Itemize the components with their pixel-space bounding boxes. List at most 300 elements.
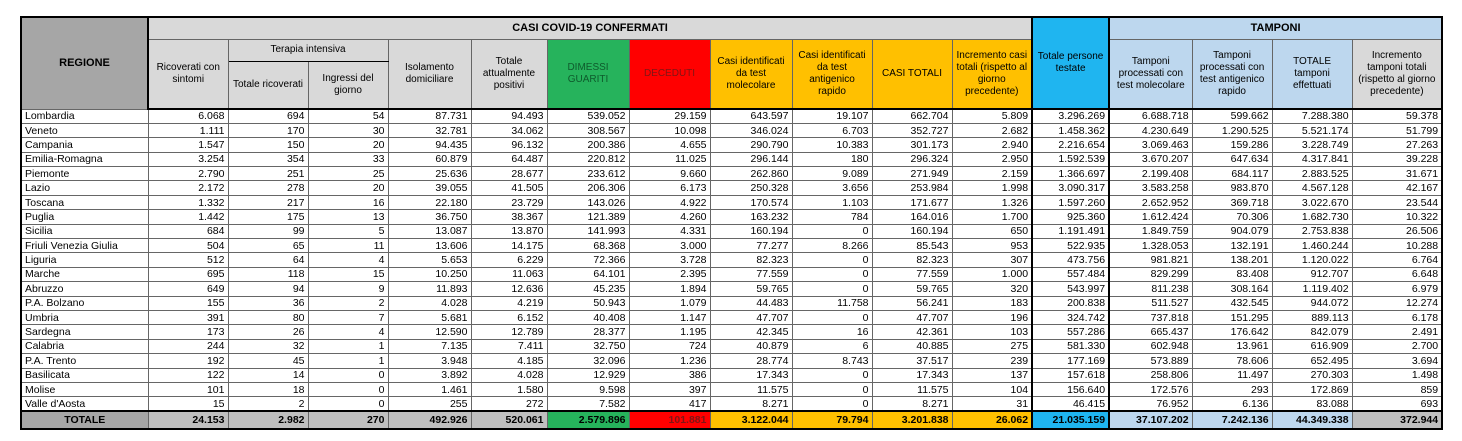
value-cell: 15 (308, 267, 388, 281)
value-cell: 13.087 (388, 224, 471, 238)
value-cell: 2.159 (952, 167, 1032, 181)
value-cell: 29.159 (629, 109, 710, 123)
total-value-cell: 3.201.838 (872, 411, 952, 429)
total-value-cell: 372.944 (1352, 411, 1442, 429)
value-cell: 132.191 (1192, 239, 1272, 253)
value-cell: 1.103 (792, 195, 872, 209)
value-cell: 10.383 (792, 138, 872, 152)
value-cell: 1.682.730 (1272, 210, 1352, 224)
value-cell: 4.230.649 (1109, 123, 1192, 137)
value-cell: 6.178 (1352, 310, 1442, 324)
value-cell: 1.147 (629, 310, 710, 324)
value-cell: 1.120.022 (1272, 253, 1352, 267)
value-cell: 4.922 (629, 195, 710, 209)
total-value-cell: 79.794 (792, 411, 872, 429)
value-cell: 352.727 (872, 123, 952, 137)
value-cell: 0 (308, 368, 388, 382)
value-cell: 512 (148, 253, 228, 267)
value-cell: 6.979 (1352, 282, 1442, 296)
value-cell: 9.598 (547, 382, 629, 396)
value-cell: 1.326 (952, 195, 1032, 209)
value-cell: 262.860 (710, 167, 792, 181)
value-cell: 36.750 (388, 210, 471, 224)
value-cell: 157.618 (1032, 368, 1109, 382)
value-cell: 0 (308, 397, 388, 411)
table-row (21, 397, 1442, 411)
value-cell: 1.612.424 (1109, 210, 1192, 224)
table-row (21, 167, 1442, 181)
value-cell: 5.809 (952, 109, 1032, 123)
value-cell: 9.089 (792, 167, 872, 181)
value-cell: 196 (952, 310, 1032, 324)
region-cell: Liguria (21, 253, 148, 267)
value-cell: 1.290.525 (1192, 123, 1272, 137)
value-cell: 4.260 (629, 210, 710, 224)
value-cell: 9.660 (629, 167, 710, 181)
value-cell: 10.250 (388, 267, 471, 281)
value-cell: 38.367 (471, 210, 547, 224)
table-total-row (21, 411, 1442, 429)
value-cell: 59.765 (710, 282, 792, 296)
value-cell: 11.575 (710, 382, 792, 396)
col-header-casi-totali: CASI TOTALI (872, 39, 952, 109)
value-cell: 40.885 (872, 339, 952, 353)
region-cell: Campania (21, 138, 148, 152)
value-cell: 784 (792, 210, 872, 224)
value-cell: 163.232 (710, 210, 792, 224)
value-cell: 473.756 (1032, 253, 1109, 267)
value-cell: 643.597 (710, 109, 792, 123)
col-header-incremento-casi-totali: Incremento casi totali (rispetto al giorno precedente) (952, 39, 1032, 109)
value-cell: 11 (308, 239, 388, 253)
table-row (21, 253, 1442, 267)
value-cell: 137 (952, 368, 1032, 382)
value-cell: 176.642 (1192, 325, 1272, 339)
value-cell: 2.790 (148, 167, 228, 181)
group-header-terapia-intensiva: Terapia intensiva (228, 39, 388, 61)
region-cell: Lazio (21, 181, 148, 195)
total-value-cell: 21.035.159 (1032, 411, 1109, 429)
value-cell: 354 (228, 152, 308, 166)
value-cell: 17.343 (872, 368, 952, 382)
total-row (21, 411, 1442, 429)
region-cell: Piemonte (21, 167, 148, 181)
value-cell: 581.330 (1032, 339, 1109, 353)
value-cell: 83.408 (1192, 267, 1272, 281)
total-value-cell: 2.579.896 (547, 411, 629, 429)
region-cell: Toscana (21, 195, 148, 209)
value-cell: 616.909 (1272, 339, 1352, 353)
value-cell: 33 (308, 152, 388, 166)
value-cell: 6.229 (471, 253, 547, 267)
value-cell: 1.849.759 (1109, 224, 1192, 238)
value-cell: 1.547 (148, 138, 228, 152)
value-cell: 13.606 (388, 239, 471, 253)
value-cell: 308.164 (1192, 282, 1272, 296)
value-cell: 104 (952, 382, 1032, 396)
group-header-tamponi: TAMPONI (1109, 17, 1442, 39)
table-row (21, 282, 1442, 296)
value-cell: 14 (228, 368, 308, 382)
value-cell: 1.442 (148, 210, 228, 224)
value-cell: 251 (228, 167, 308, 181)
region-cell: Veneto (21, 123, 148, 137)
value-cell: 16 (792, 325, 872, 339)
value-cell: 13.870 (471, 224, 547, 238)
value-cell: 2.682 (952, 123, 1032, 137)
value-cell: 0 (792, 253, 872, 267)
value-cell: 4.567.128 (1272, 181, 1352, 195)
value-cell: 417 (629, 397, 710, 411)
value-cell: 192 (148, 354, 228, 368)
value-cell: 6.764 (1352, 253, 1442, 267)
value-cell: 77.277 (710, 239, 792, 253)
value-cell: 180 (792, 152, 872, 166)
value-cell: 28.677 (471, 167, 547, 181)
value-cell: 233.612 (547, 167, 629, 181)
value-cell: 1 (308, 339, 388, 353)
value-cell: 4.655 (629, 138, 710, 152)
value-cell: 151.295 (1192, 310, 1272, 324)
value-cell: 183 (952, 296, 1032, 310)
value-cell: 14.175 (471, 239, 547, 253)
value-cell: 3.656 (792, 181, 872, 195)
value-cell: 0 (792, 282, 872, 296)
value-cell: 83.088 (1272, 397, 1352, 411)
value-cell: 32 (228, 339, 308, 353)
col-header-incremento-tamponi: Incremento tamponi totali (rispetto al giorno precedente) (1352, 39, 1442, 109)
value-cell: 511.527 (1109, 296, 1192, 310)
value-cell: 34.062 (471, 123, 547, 137)
col-header-casi-test-antigenico: Casi identificati da test antigenico rapido (792, 39, 872, 109)
region-cell: Valle d'Aosta (21, 397, 148, 411)
value-cell: 296.144 (710, 152, 792, 166)
value-cell: 650 (952, 224, 1032, 238)
value-cell: 5.681 (388, 310, 471, 324)
value-cell: 1.191.491 (1032, 224, 1109, 238)
value-cell: 20 (308, 138, 388, 152)
value-cell: 539.052 (547, 109, 629, 123)
value-cell: 31 (952, 397, 1032, 411)
value-cell: 2 (228, 397, 308, 411)
table-header (21, 17, 1442, 109)
value-cell: 912.707 (1272, 267, 1352, 281)
value-cell: 10.288 (1352, 239, 1442, 253)
value-cell: 652.495 (1272, 354, 1352, 368)
value-cell: 3.694 (1352, 354, 1442, 368)
table-row (21, 138, 1442, 152)
region-cell: Umbria (21, 310, 148, 324)
value-cell: 301.173 (872, 138, 952, 152)
table-row (21, 325, 1442, 339)
value-cell: 1.460.244 (1272, 239, 1352, 253)
value-cell: 1.580 (471, 382, 547, 396)
value-cell: 7.411 (471, 339, 547, 353)
value-cell: 239 (952, 354, 1032, 368)
value-cell: 1.328.053 (1109, 239, 1192, 253)
col-header-totale-attualmente-positivi: Totale attualmente positivi (471, 39, 547, 109)
value-cell: 103 (952, 325, 1032, 339)
value-cell: 904.079 (1192, 224, 1272, 238)
value-cell: 684 (148, 224, 228, 238)
value-cell: 320 (952, 282, 1032, 296)
value-cell: 0 (792, 382, 872, 396)
value-cell: 13 (308, 210, 388, 224)
value-cell: 28.774 (710, 354, 792, 368)
value-cell: 206.306 (547, 181, 629, 195)
table-row (21, 354, 1442, 368)
table-row (21, 224, 1442, 238)
value-cell: 72.366 (547, 253, 629, 267)
value-cell: 1.236 (629, 354, 710, 368)
value-cell: 3.728 (629, 253, 710, 267)
value-cell: 1.498 (1352, 368, 1442, 382)
value-cell: 45.235 (547, 282, 629, 296)
table-row (21, 339, 1442, 353)
group-header-casi-confermati: CASI COVID-19 CONFERMATI (148, 17, 1032, 39)
value-cell: 3.000 (629, 239, 710, 253)
value-cell: 1.366.697 (1032, 167, 1109, 181)
value-cell: 3.296.269 (1032, 109, 1109, 123)
value-cell: 391 (148, 310, 228, 324)
value-cell: 7.582 (547, 397, 629, 411)
value-cell: 141.993 (547, 224, 629, 238)
value-cell: 25 (308, 167, 388, 181)
value-cell: 6.068 (148, 109, 228, 123)
value-cell: 101 (148, 382, 228, 396)
value-cell: 85.543 (872, 239, 952, 253)
value-cell: 2.199.408 (1109, 167, 1192, 181)
value-cell: 12.274 (1352, 296, 1442, 310)
value-cell: 1.461 (388, 382, 471, 396)
value-cell: 0 (792, 224, 872, 238)
value-cell: 28.377 (547, 325, 629, 339)
value-cell: 12.590 (388, 325, 471, 339)
value-cell: 9 (308, 282, 388, 296)
value-cell: 0 (792, 368, 872, 382)
value-cell: 23.544 (1352, 195, 1442, 209)
value-cell: 255 (388, 397, 471, 411)
value-cell: 20 (308, 181, 388, 195)
value-cell: 695 (148, 267, 228, 281)
value-cell: 59.765 (872, 282, 952, 296)
value-cell: 4.331 (629, 224, 710, 238)
value-cell: 3.254 (148, 152, 228, 166)
value-cell: 32.096 (547, 354, 629, 368)
value-cell: 6.703 (792, 123, 872, 137)
value-cell: 7.288.380 (1272, 109, 1352, 123)
value-cell: 77.559 (872, 267, 952, 281)
value-cell: 11.063 (471, 267, 547, 281)
value-cell: 293 (1192, 382, 1272, 396)
value-cell: 6.173 (629, 181, 710, 195)
total-value-cell: 492.926 (388, 411, 471, 429)
table-row (21, 296, 1442, 310)
value-cell: 50.943 (547, 296, 629, 310)
table-row (21, 210, 1442, 224)
value-cell: 842.079 (1272, 325, 1352, 339)
value-cell: 543.997 (1032, 282, 1109, 296)
value-cell: 5 (308, 224, 388, 238)
value-cell: 99 (228, 224, 308, 238)
value-cell: 11.575 (872, 382, 952, 396)
value-cell: 56.241 (872, 296, 952, 310)
value-cell: 6.688.718 (1109, 109, 1192, 123)
value-cell: 25.636 (388, 167, 471, 181)
value-cell: 64.101 (547, 267, 629, 281)
col-header-persone-testate: Totale persone testate (1032, 17, 1109, 109)
table-row (21, 368, 1442, 382)
table-row (21, 267, 1442, 281)
col-header-isolamento-domiciliare: Isolamento domiciliare (388, 39, 471, 109)
value-cell: 19.107 (792, 109, 872, 123)
value-cell: 200.386 (547, 138, 629, 152)
value-cell: 11.497 (1192, 368, 1272, 382)
region-cell: Molise (21, 382, 148, 396)
value-cell: 26.506 (1352, 224, 1442, 238)
value-cell: 1.894 (629, 282, 710, 296)
value-cell: 1.998 (952, 181, 1032, 195)
region-cell: Friuli Venezia Giulia (21, 239, 148, 253)
value-cell: 2.172 (148, 181, 228, 195)
table-row (21, 181, 1442, 195)
value-cell: 2.883.525 (1272, 167, 1352, 181)
value-cell: 42.167 (1352, 181, 1442, 195)
value-cell: 45 (228, 354, 308, 368)
value-cell: 2.652.952 (1109, 195, 1192, 209)
value-cell: 40.879 (710, 339, 792, 353)
value-cell: 12.929 (547, 368, 629, 382)
col-header-tamponi-molecolare: Tamponi processati con test molecolare (1109, 39, 1192, 109)
col-header-casi-test-molecolare: Casi identificati da test molecolare (710, 39, 792, 109)
value-cell: 271.949 (872, 167, 952, 181)
value-cell: 889.113 (1272, 310, 1352, 324)
value-cell: 983.870 (1192, 181, 1272, 195)
total-value-cell: 270 (308, 411, 388, 429)
value-cell: 386 (629, 368, 710, 382)
value-cell: 3.583.258 (1109, 181, 1192, 195)
region-cell: P.A. Bolzano (21, 296, 148, 310)
value-cell: 60.879 (388, 152, 471, 166)
col-header-tamponi-antigenico: Tamponi processati con test antigenico rapido (1192, 39, 1272, 109)
total-value-cell: 2.982 (228, 411, 308, 429)
value-cell: 0 (308, 382, 388, 396)
value-cell: 8.266 (792, 239, 872, 253)
covid-summary-table (20, 16, 1443, 430)
value-cell: 522.935 (1032, 239, 1109, 253)
value-cell: 1.119.402 (1272, 282, 1352, 296)
value-cell: 82.323 (872, 253, 952, 267)
value-cell: 346.024 (710, 123, 792, 137)
value-cell: 275 (952, 339, 1032, 353)
value-cell: 694 (228, 109, 308, 123)
value-cell: 150 (228, 138, 308, 152)
value-cell: 693 (1352, 397, 1442, 411)
value-cell: 2 (308, 296, 388, 310)
region-cell: Emilia-Romagna (21, 152, 148, 166)
value-cell: 308.567 (547, 123, 629, 137)
value-cell: 171.677 (872, 195, 952, 209)
value-cell: 6 (792, 339, 872, 353)
value-cell: 4.185 (471, 354, 547, 368)
value-cell: 77.559 (710, 267, 792, 281)
value-cell: 3.228.749 (1272, 138, 1352, 152)
value-cell: 23.729 (471, 195, 547, 209)
table-row (21, 152, 1442, 166)
region-cell: Sardegna (21, 325, 148, 339)
value-cell: 944.072 (1272, 296, 1352, 310)
value-cell: 1.079 (629, 296, 710, 310)
value-cell: 27.263 (1352, 138, 1442, 152)
value-cell: 684.117 (1192, 167, 1272, 181)
value-cell: 47.707 (710, 310, 792, 324)
value-cell: 10.098 (629, 123, 710, 137)
value-cell: 44.483 (710, 296, 792, 310)
value-cell: 724 (629, 339, 710, 353)
value-cell: 37.517 (872, 354, 952, 368)
region-cell: Marche (21, 267, 148, 281)
table-row (21, 310, 1442, 324)
value-cell: 1.592.539 (1032, 152, 1109, 166)
total-value-cell: 37.107.202 (1109, 411, 1192, 429)
value-cell: 647.634 (1192, 152, 1272, 166)
value-cell: 173 (148, 325, 228, 339)
value-cell: 217 (228, 195, 308, 209)
value-cell: 159.286 (1192, 138, 1272, 152)
value-cell: 397 (629, 382, 710, 396)
value-cell: 160.194 (710, 224, 792, 238)
value-cell: 253.984 (872, 181, 952, 195)
value-cell: 42.361 (872, 325, 952, 339)
value-cell: 22.180 (388, 195, 471, 209)
value-cell: 737.818 (1109, 310, 1192, 324)
table-body (21, 109, 1442, 411)
value-cell: 94.493 (471, 109, 547, 123)
value-cell: 138.201 (1192, 253, 1272, 267)
value-cell: 3.090.317 (1032, 181, 1109, 195)
value-cell: 16 (308, 195, 388, 209)
value-cell: 94.435 (388, 138, 471, 152)
value-cell: 599.662 (1192, 109, 1272, 123)
value-cell: 18 (228, 382, 308, 396)
value-cell: 47.707 (872, 310, 952, 324)
value-cell: 87.731 (388, 109, 471, 123)
value-cell: 46.415 (1032, 397, 1109, 411)
value-cell: 859 (1352, 382, 1442, 396)
value-cell: 8.743 (792, 354, 872, 368)
col-header-terapia-totale-ricoverati: Totale ricoverati (228, 61, 308, 109)
value-cell: 244 (148, 339, 228, 353)
value-cell: 54 (308, 109, 388, 123)
value-cell: 11.893 (388, 282, 471, 296)
value-cell: 12.789 (471, 325, 547, 339)
value-cell: 811.238 (1109, 282, 1192, 296)
value-cell: 665.437 (1109, 325, 1192, 339)
value-cell: 662.704 (872, 109, 952, 123)
col-header-regione: REGIONE (21, 17, 148, 109)
value-cell: 15 (148, 397, 228, 411)
value-cell: 172.576 (1109, 382, 1192, 396)
value-cell: 4.028 (471, 368, 547, 382)
value-cell: 31.671 (1352, 167, 1442, 181)
value-cell: 2.491 (1352, 325, 1442, 339)
value-cell: 602.948 (1109, 339, 1192, 353)
value-cell: 1 (308, 354, 388, 368)
value-cell: 200.838 (1032, 296, 1109, 310)
value-cell: 42.345 (710, 325, 792, 339)
region-cell: Abruzzo (21, 282, 148, 296)
value-cell: 649 (148, 282, 228, 296)
